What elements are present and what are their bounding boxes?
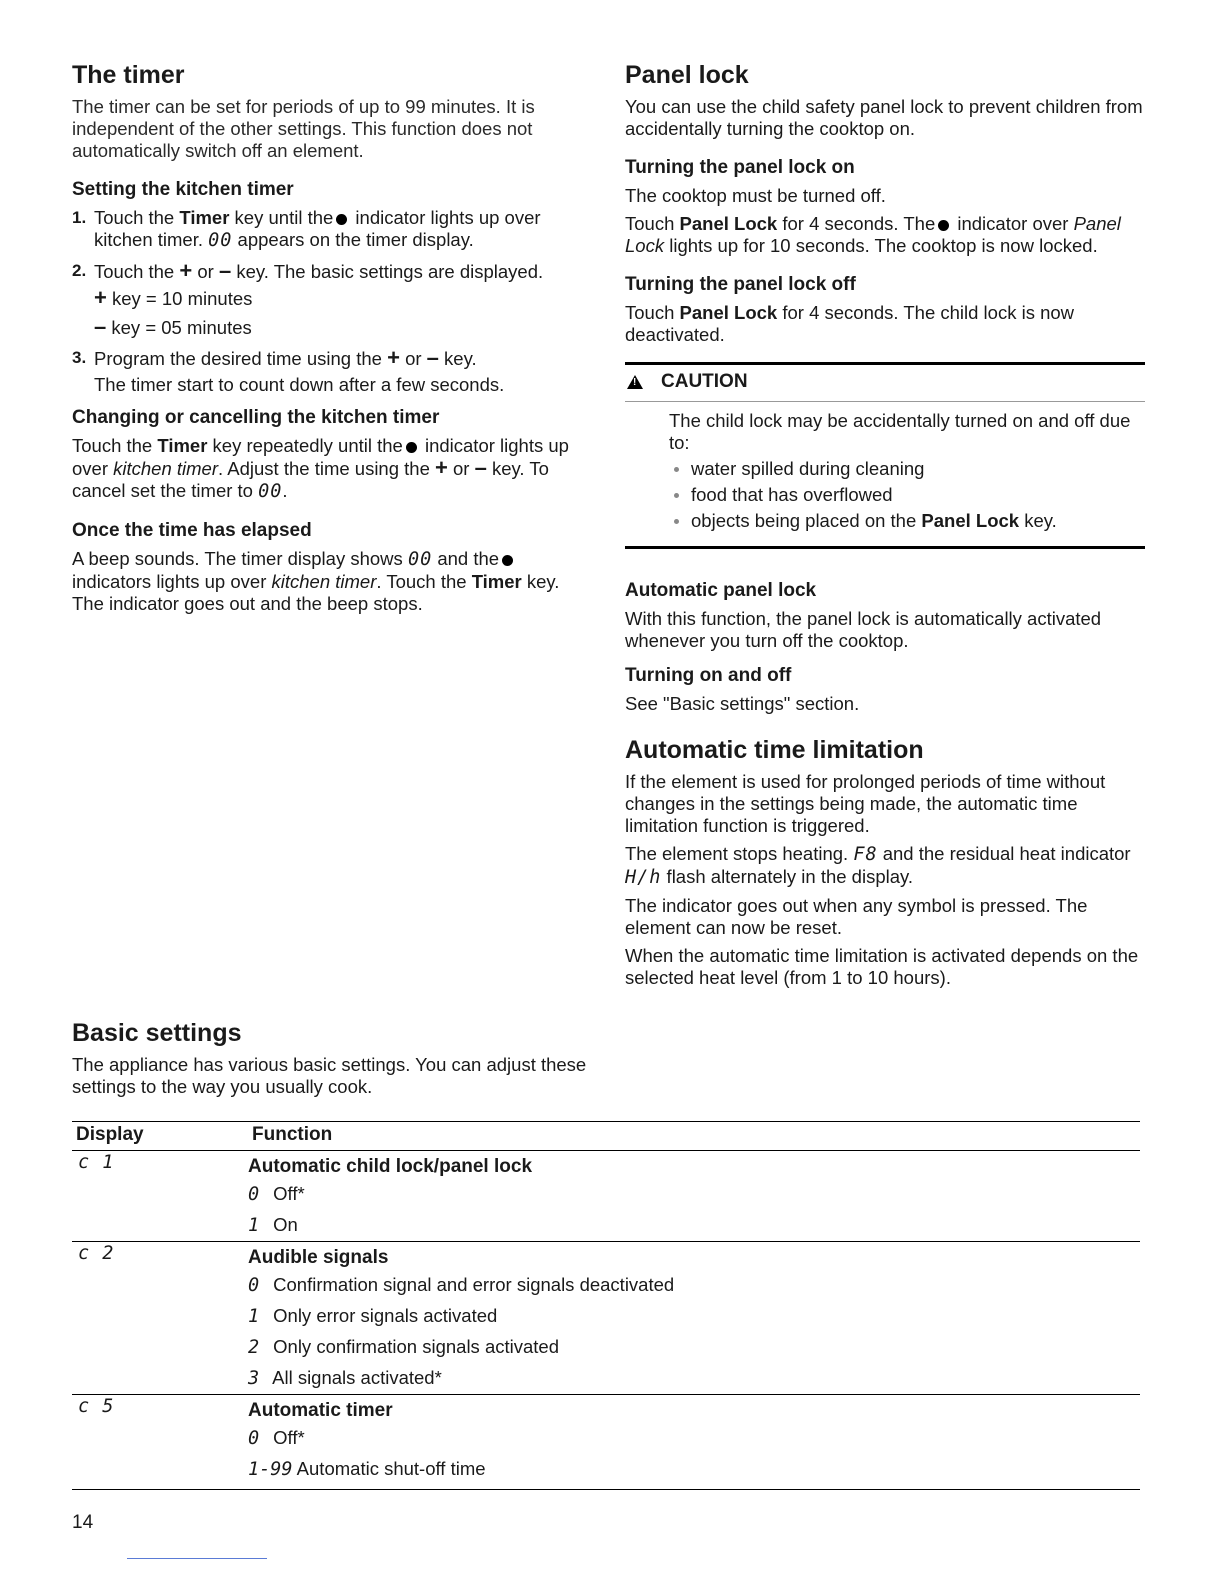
onoff-text: See "Basic settings" section. bbox=[625, 693, 860, 714]
lock-off-heading: Turning the panel lock off bbox=[625, 274, 856, 295]
minus-key-line: – key = 05 minutes bbox=[94, 314, 252, 339]
timer-steps bbox=[72, 207, 587, 396]
time-limit-p1: If the element is used for prolonged periods of time without changes in the settings being made, the automatic time limitation function is triggered. bbox=[625, 771, 1106, 836]
option-item: 0 Off* bbox=[248, 1183, 305, 1205]
basic-settings-section bbox=[72, 1018, 592, 1104]
change-timer-text: Touch the Timer key repeatedly until the indicator lights up over kitchen timer. Adjust the time using the + or – key. To cancel set the timer to 00. bbox=[72, 435, 569, 502]
option-item: 3 All signals activated* bbox=[248, 1367, 442, 1389]
step-3: 3. Program the desired time using the + or – key. The timer start to count down after a few seconds. bbox=[72, 347, 587, 396]
indicator-dot-icon bbox=[502, 555, 513, 566]
change-timer-heading: Changing or cancelling the kitchen timer bbox=[72, 407, 440, 428]
display-code: c 1 bbox=[78, 1152, 115, 1173]
minus-icon: – bbox=[474, 455, 487, 480]
step-3-note: The timer start to count down after a few seconds. bbox=[94, 374, 505, 395]
time-limit-p2: The element stops heating. F8 and the residual heat indicator H/h flash alternately in the display. bbox=[625, 843, 1131, 888]
timer-intro: The timer can be set for periods of up to 99 minutes. It is independent of the other settings. This function does not automatically switch off an element. bbox=[72, 96, 535, 161]
plus-icon: + bbox=[179, 258, 193, 283]
basic-settings-title: Basic settings bbox=[72, 1019, 242, 1047]
plus-icon: + bbox=[94, 285, 107, 310]
elapsed-text: A beep sounds. The timer display shows 00 and the indicators lights up over kitchen timer. Touch the Timer key. The indicator goes out and the beep stops. bbox=[72, 548, 560, 614]
col-function-header: Function bbox=[248, 1122, 1140, 1151]
indicator-dot-icon bbox=[406, 442, 417, 453]
page-number: 14 bbox=[72, 1512, 94, 1533]
time-limit-p4: When the automatic time limitation is activated depends on the selected heat level (from 1 to 10 hours). bbox=[625, 945, 1139, 988]
plus-key-line: + key = 10 minutes bbox=[94, 285, 253, 310]
indicator-dot-icon bbox=[336, 214, 347, 225]
lock-on-p1: The cooktop must be turned off. bbox=[625, 185, 886, 206]
auto-lock-text: With this function, the panel lock is automatically activated whenever you turn off the cooktop. bbox=[625, 608, 1102, 651]
list-item: water spilled during cleaning bbox=[669, 458, 1145, 480]
timer-title: The timer bbox=[72, 61, 185, 89]
right-column bbox=[625, 60, 1145, 995]
step-1: 1. Touch the Timer key until the indicator lights up over kitchen timer. 00 appears on the timer display. bbox=[72, 207, 541, 251]
lock-on-p2: Touch Panel Lock for 4 seconds. The indicator over Panel Lock lights up for 10 seconds. The cooktop is now locked. bbox=[625, 213, 1121, 256]
option-item: 0 Off* bbox=[248, 1427, 305, 1449]
caution-label: CAUTION bbox=[661, 371, 748, 392]
table-row bbox=[72, 1242, 1140, 1395]
col-display-header: Display bbox=[72, 1122, 248, 1151]
option-item: 0 Confirmation signal and error signals deactivated bbox=[248, 1274, 675, 1296]
time-limit-p3: The indicator goes out when any symbol is pressed. The element can now be reset. bbox=[625, 895, 1088, 938]
minus-icon: – bbox=[426, 345, 439, 370]
table-row bbox=[72, 1151, 1140, 1242]
option-item: 2 Only confirmation signals activated bbox=[248, 1336, 559, 1358]
step-2: 2. Touch the + or – key. The basic settings are displayed. + key = 10 minutes – key = 05 minutes bbox=[72, 260, 587, 339]
panel-lock-intro: You can use the child safety panel lock to prevent children from accidentally turning the cooktop on. bbox=[625, 96, 1143, 139]
function-title: Audible signals bbox=[248, 1247, 389, 1268]
footer-divider bbox=[127, 1558, 267, 1559]
caution-box bbox=[625, 362, 1145, 549]
table-row bbox=[72, 1395, 1140, 1490]
minus-icon: – bbox=[218, 258, 232, 283]
option-item: 1 On bbox=[248, 1214, 298, 1236]
display-code: c 5 bbox=[78, 1396, 115, 1417]
caution-body bbox=[625, 402, 1145, 532]
lock-off-text: Touch Panel Lock for 4 seconds. The child lock is now deactivated. bbox=[625, 302, 1075, 345]
onoff-heading: Turning on and off bbox=[625, 665, 792, 686]
plus-icon: + bbox=[435, 455, 448, 480]
settings-table bbox=[72, 1121, 1140, 1490]
plus-icon: + bbox=[387, 345, 400, 370]
option-item: 1-99 Automatic shut-off time bbox=[248, 1458, 486, 1480]
list-item: objects being placed on the Panel Lock key. bbox=[669, 510, 1145, 532]
elapsed-heading: Once the time has elapsed bbox=[72, 520, 312, 541]
time-limit-title: Automatic time limitation bbox=[625, 736, 924, 764]
display-code: c 2 bbox=[78, 1243, 115, 1264]
caution-text: The child lock may be accidentally turned on and off due to: bbox=[669, 410, 1131, 453]
function-title: Automatic timer bbox=[248, 1400, 393, 1421]
option-item: 1 Only error signals activated bbox=[248, 1305, 498, 1327]
lock-on-heading: Turning the panel lock on bbox=[625, 157, 855, 178]
auto-lock-heading: Automatic panel lock bbox=[625, 580, 817, 601]
minus-icon: – bbox=[94, 314, 107, 339]
indicator-dot-icon bbox=[938, 220, 949, 231]
caution-header bbox=[625, 371, 1145, 402]
basic-settings-intro: The appliance has various basic settings. You can adjust these settings to the way you usually cook. bbox=[72, 1054, 587, 1097]
caution-list bbox=[669, 458, 1145, 532]
setting-timer-heading: Setting the kitchen timer bbox=[72, 179, 294, 200]
list-item: food that has overflowed bbox=[669, 484, 1145, 506]
left-column bbox=[72, 60, 587, 621]
function-title: Automatic child lock/panel lock bbox=[248, 1156, 533, 1177]
panel-lock-title: Panel lock bbox=[625, 61, 749, 89]
warning-icon bbox=[627, 375, 643, 389]
